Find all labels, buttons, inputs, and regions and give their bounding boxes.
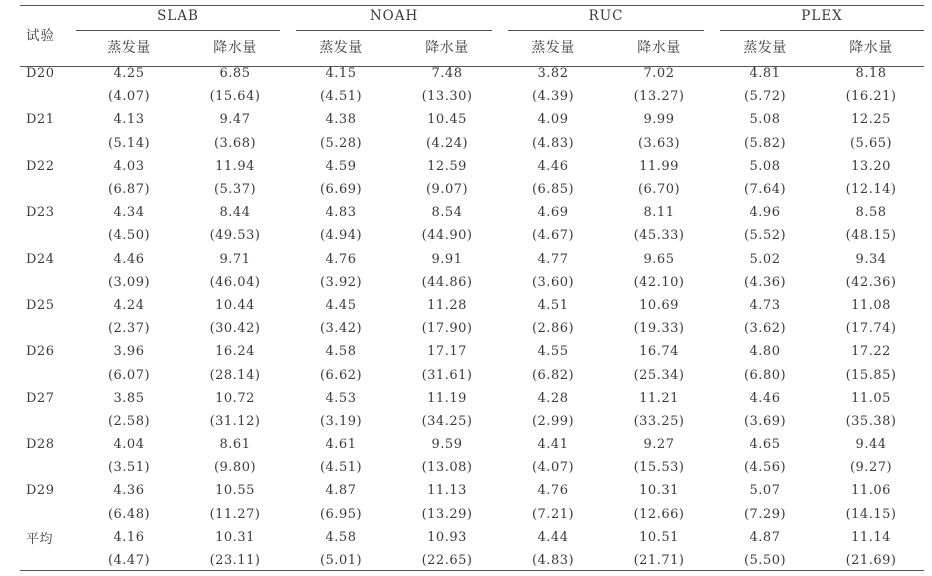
table-row-secondary (20, 85, 924, 108)
value-cell: 9.47 (219, 112, 251, 128)
value-cell: 16.24 (215, 344, 255, 360)
subheader-precipitation: 降水量 (425, 40, 469, 56)
paren-value-cell: (5.01) (319, 553, 363, 569)
paren-value-cell: (6.82) (531, 367, 575, 383)
value-cell: 3.82 (537, 66, 569, 82)
paren-value-cell: (14.15) (845, 506, 897, 522)
paren-value-cell: (6.48) (107, 506, 151, 522)
value-cell: 4.41 (537, 437, 569, 453)
table-row (20, 433, 924, 456)
paren-value-cell: (42.10) (633, 274, 685, 290)
table-row-secondary (20, 132, 924, 155)
paren-value-cell: (33.25) (633, 413, 685, 429)
paren-value-cell: (7.21) (531, 506, 575, 522)
table-row (20, 201, 924, 224)
experiment-label: D22 (26, 158, 55, 174)
value-cell: 8.44 (219, 205, 251, 221)
value-cell: 4.15 (325, 66, 357, 82)
value-cell: 9.27 (643, 437, 675, 453)
paren-value-cell: (4.56) (743, 460, 787, 476)
value-cell: 4.25 (113, 66, 145, 82)
paren-value-cell: (49.53) (209, 228, 261, 244)
subheader-evaporation: 蒸发量 (107, 40, 151, 56)
subheader-precipitation: 降水量 (637, 40, 681, 56)
value-cell: 13.20 (851, 158, 891, 174)
paren-value-cell: (4.47) (107, 553, 151, 569)
paren-value-cell: (15.64) (209, 89, 261, 105)
value-cell: 4.83 (325, 205, 357, 221)
paren-value-cell: (6.70) (637, 182, 681, 198)
group-header-slab (76, 6, 288, 32)
paren-value-cell: (6.62) (319, 367, 363, 383)
value-cell: 4.76 (325, 251, 357, 267)
value-cell: 4.45 (325, 297, 357, 313)
paren-value-cell: (13.30) (421, 89, 473, 105)
value-cell: 11.99 (639, 158, 679, 174)
value-cell: 10.69 (639, 297, 679, 313)
value-cell: 4.58 (325, 529, 357, 545)
value-cell: 4.46 (113, 251, 145, 267)
value-cell: 4.81 (749, 66, 781, 82)
value-cell: 11.21 (639, 390, 679, 406)
paren-value-cell: (21.71) (633, 553, 685, 569)
empty-cell (20, 317, 76, 340)
paren-value-cell: (34.25) (421, 413, 473, 429)
paren-value-cell: (3.92) (319, 274, 363, 290)
value-cell: 4.03 (113, 158, 145, 174)
value-cell: 4.36 (113, 483, 145, 499)
paren-value-cell: (22.65) (421, 553, 473, 569)
value-cell: 10.93 (427, 529, 467, 545)
table-row-secondary (20, 271, 924, 294)
paren-value-cell: (13.27) (633, 89, 685, 105)
empty-cell (20, 549, 76, 572)
paren-value-cell: (3.42) (319, 321, 363, 337)
empty-cell (20, 363, 76, 386)
paren-value-cell: (12.14) (845, 182, 897, 198)
value-cell: 4.58 (325, 344, 357, 360)
value-cell: 7.48 (431, 66, 463, 82)
value-cell: 12.59 (427, 158, 467, 174)
experiment-label: D20 (26, 66, 55, 82)
paren-value-cell: (4.50) (107, 228, 151, 244)
paren-value-cell: (4.51) (319, 460, 363, 476)
table-row-secondary (20, 456, 924, 479)
empty-cell (20, 456, 76, 479)
value-cell: 3.85 (113, 390, 145, 406)
paren-value-cell: (6.80) (743, 367, 787, 383)
table-row-secondary (20, 549, 924, 572)
value-cell: 16.74 (639, 344, 679, 360)
paren-value-cell: (48.15) (845, 228, 897, 244)
paren-value-cell: (45.33) (633, 228, 685, 244)
value-cell: 11.13 (427, 483, 467, 499)
table-row (20, 294, 924, 317)
table-row (20, 526, 924, 549)
value-cell: 10.51 (639, 529, 679, 545)
paren-value-cell: (4.07) (107, 89, 151, 105)
table-row (20, 479, 924, 502)
value-cell: 9.91 (431, 251, 463, 267)
value-cell: 4.28 (537, 390, 569, 406)
value-cell: 10.31 (215, 529, 255, 545)
value-cell: 4.59 (325, 158, 357, 174)
value-cell: 11.05 (851, 390, 891, 406)
empty-cell (20, 271, 76, 294)
value-cell: 4.87 (749, 529, 781, 545)
table-row-secondary (20, 363, 924, 386)
paren-value-cell: (5.65) (849, 135, 893, 151)
paren-value-cell: (4.24) (425, 135, 469, 151)
paren-value-cell: (3.51) (107, 460, 151, 476)
table-row (20, 108, 924, 131)
value-cell: 11.08 (851, 297, 891, 313)
paren-value-cell: (4.67) (531, 228, 575, 244)
paren-value-cell: (4.83) (531, 553, 575, 569)
group-header-plex (712, 6, 924, 32)
experiment-label: D28 (26, 437, 55, 453)
value-cell: 10.45 (427, 112, 467, 128)
paren-value-cell: (6.85) (531, 182, 575, 198)
value-cell: 5.02 (749, 251, 781, 267)
subheader-precipitation: 降水量 (213, 40, 257, 56)
table-row (20, 62, 924, 85)
value-cell: 4.87 (325, 483, 357, 499)
paren-value-cell: (6.69) (319, 182, 363, 198)
value-cell: 11.94 (215, 158, 255, 174)
paren-value-cell: (19.33) (633, 321, 685, 337)
paren-value-cell: (4.51) (319, 89, 363, 105)
value-cell: 9.59 (431, 437, 463, 453)
value-cell: 4.77 (537, 251, 569, 267)
paren-value-cell: (35.38) (845, 413, 897, 429)
paren-value-cell: (17.90) (421, 321, 473, 337)
paren-value-cell: (5.37) (213, 182, 257, 198)
paren-value-cell: (6.07) (107, 367, 151, 383)
corner-header: 试验 (26, 28, 55, 44)
paren-value-cell: (30.42) (209, 321, 261, 337)
value-cell: 9.71 (219, 251, 251, 267)
paren-value-cell: (44.90) (421, 228, 473, 244)
value-cell: 12.25 (851, 112, 891, 128)
group-header-ruc (500, 6, 712, 32)
paren-value-cell: (15.53) (633, 460, 685, 476)
value-cell: 4.13 (113, 112, 145, 128)
value-cell: 11.06 (851, 483, 891, 499)
value-cell: 4.24 (113, 297, 145, 313)
value-cell: 8.11 (643, 205, 675, 221)
table-body (20, 62, 924, 572)
paren-value-cell: (4.07) (531, 460, 575, 476)
value-cell: 9.65 (643, 251, 675, 267)
value-cell: 4.65 (749, 437, 781, 453)
value-cell: 4.44 (537, 529, 569, 545)
value-cell: 4.96 (749, 205, 781, 221)
value-cell: 4.16 (113, 529, 145, 545)
paren-value-cell: (4.36) (743, 274, 787, 290)
subheader-evaporation: 蒸发量 (743, 40, 787, 56)
paren-value-cell: (3.63) (637, 135, 681, 151)
paren-value-cell: (12.66) (633, 506, 685, 522)
value-cell: 5.08 (749, 112, 781, 128)
value-cell: 4.34 (113, 205, 145, 221)
value-cell: 8.54 (431, 205, 463, 221)
value-cell: 4.61 (325, 437, 357, 453)
data-table (20, 6, 924, 572)
value-cell: 4.53 (325, 390, 357, 406)
paren-value-cell: (3.68) (213, 135, 257, 151)
paren-value-cell: (46.04) (209, 274, 261, 290)
paren-value-cell: (31.61) (421, 367, 473, 383)
paren-value-cell: (23.11) (209, 553, 261, 569)
value-cell: 4.73 (749, 297, 781, 313)
paren-value-cell: (3.62) (743, 321, 787, 337)
group-label: NOAH (296, 8, 492, 31)
paren-value-cell: (2.99) (531, 413, 575, 429)
value-cell: 9.99 (643, 112, 675, 128)
paren-value-cell: (7.64) (743, 182, 787, 198)
paren-value-cell: (9.07) (425, 182, 469, 198)
value-cell: 4.69 (537, 205, 569, 221)
paren-value-cell: (7.29) (743, 506, 787, 522)
table-row-secondary (20, 178, 924, 201)
value-cell: 4.80 (749, 344, 781, 360)
value-cell: 10.72 (215, 390, 255, 406)
paren-value-cell: (13.08) (421, 460, 473, 476)
paren-value-cell: (5.52) (743, 228, 787, 244)
paren-value-cell: (3.09) (107, 274, 151, 290)
experiment-label: D27 (26, 390, 55, 406)
paren-value-cell: (31.12) (209, 413, 261, 429)
empty-cell (20, 178, 76, 201)
paren-value-cell: (3.69) (743, 413, 787, 429)
table-row-secondary (20, 317, 924, 340)
empty-cell (20, 503, 76, 526)
value-cell: 9.44 (855, 437, 887, 453)
value-cell: 3.96 (113, 344, 145, 360)
paren-value-cell: (3.19) (319, 413, 363, 429)
value-cell: 10.44 (215, 297, 255, 313)
paren-value-cell: (2.86) (531, 321, 575, 337)
value-cell: 4.38 (325, 112, 357, 128)
value-cell: 4.46 (749, 390, 781, 406)
subheader-precipitation: 降水量 (849, 40, 893, 56)
value-cell: 7.02 (643, 66, 675, 82)
subheader-evaporation: 蒸发量 (531, 40, 575, 56)
table-row (20, 340, 924, 363)
paren-value-cell: (9.27) (849, 460, 893, 476)
paren-value-cell: (5.72) (743, 89, 787, 105)
paren-value-cell: (5.82) (743, 135, 787, 151)
group-label: RUC (508, 8, 704, 31)
table-row (20, 387, 924, 410)
table-row (20, 248, 924, 271)
value-cell: 6.85 (219, 66, 251, 82)
paren-value-cell: (4.83) (531, 135, 575, 151)
value-cell: 4.09 (537, 112, 569, 128)
value-cell: 11.19 (427, 390, 467, 406)
table-row-secondary (20, 410, 924, 433)
value-cell: 8.18 (855, 66, 887, 82)
value-cell: 9.34 (855, 251, 887, 267)
paren-value-cell: (6.95) (319, 506, 363, 522)
paren-value-cell: (15.85) (845, 367, 897, 383)
empty-cell (20, 85, 76, 108)
paren-value-cell: (28.14) (209, 367, 261, 383)
value-cell: 11.28 (427, 297, 467, 313)
paren-value-cell: (17.74) (845, 321, 897, 337)
paren-value-cell: (11.27) (209, 506, 261, 522)
paren-value-cell: (2.58) (107, 413, 151, 429)
experiment-label: 平均 (26, 531, 54, 547)
empty-cell (20, 224, 76, 247)
paren-value-cell: (3.60) (531, 274, 575, 290)
paren-value-cell: (5.28) (319, 135, 363, 151)
paren-value-cell: (4.39) (531, 89, 575, 105)
paren-value-cell: (42.36) (845, 274, 897, 290)
experiment-label: D21 (26, 112, 55, 128)
paren-value-cell: (25.34) (633, 367, 685, 383)
value-cell: 5.07 (749, 483, 781, 499)
value-cell: 4.76 (537, 483, 569, 499)
table-row (20, 155, 924, 178)
paren-value-cell: (44.86) (421, 274, 473, 290)
paren-value-cell: (16.21) (845, 89, 897, 105)
value-cell: 4.55 (537, 344, 569, 360)
paren-value-cell: (5.50) (743, 553, 787, 569)
value-cell: 17.22 (851, 344, 891, 360)
paren-value-cell: (5.14) (107, 135, 151, 151)
experiment-label: D24 (26, 251, 55, 267)
value-cell: 4.46 (537, 158, 569, 174)
value-cell: 10.55 (215, 483, 255, 499)
subheader-evaporation: 蒸发量 (319, 40, 363, 56)
value-cell: 5.08 (749, 158, 781, 174)
table-row-secondary (20, 224, 924, 247)
group-label: PLEX (720, 8, 924, 31)
value-cell: 10.31 (639, 483, 679, 499)
paren-value-cell: (13.29) (421, 506, 473, 522)
experiment-label: D26 (26, 344, 55, 360)
value-cell: 4.04 (113, 437, 145, 453)
paren-value-cell: (2.37) (107, 321, 151, 337)
paren-value-cell: (4.94) (319, 228, 363, 244)
experiment-label: D23 (26, 205, 55, 221)
value-cell: 4.51 (537, 297, 569, 313)
paren-value-cell: (21.69) (845, 553, 897, 569)
table-row-secondary (20, 503, 924, 526)
group-header-noah (288, 6, 500, 32)
empty-cell (20, 132, 76, 155)
group-label: SLAB (76, 8, 280, 31)
value-cell: 8.61 (219, 437, 251, 453)
value-cell: 11.14 (851, 529, 891, 545)
value-cell: 8.58 (855, 205, 887, 221)
value-cell: 17.17 (427, 344, 467, 360)
experiment-label: D29 (26, 483, 55, 499)
paren-value-cell: (6.87) (107, 182, 151, 198)
empty-cell (20, 410, 76, 433)
experiment-label: D25 (26, 297, 55, 313)
paren-value-cell: (9.80) (213, 460, 257, 476)
